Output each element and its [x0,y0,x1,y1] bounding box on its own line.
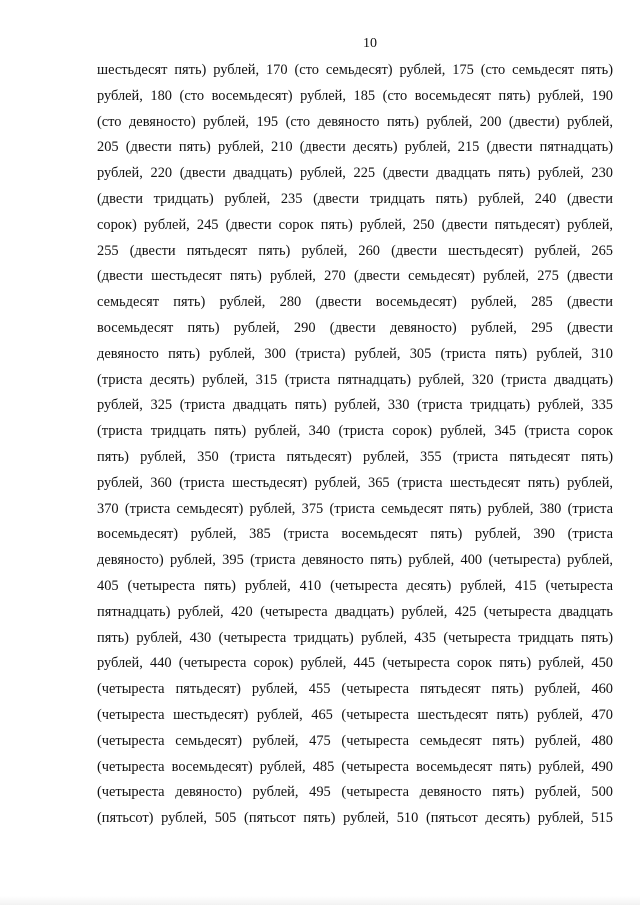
text-line [97,755,613,781]
text-line-content: рублей, 180 (сто восемьдесят) рублей, 185 (сто восемьдесят пять) рублей, 190 [97,87,613,104]
text-line-content: (четыреста шестьдесят) рублей, 465 (четыреста шестьдесят пять) рублей, 470 [97,706,613,723]
text-line-content: 205 (двести пять) рублей, 210 (двести десять) рублей, 215 (двести пятнадцать) [97,139,613,156]
text-line-content: (сто девяносто) рублей, 195 (сто девяносто пять) рублей, 200 (двести) рублей, [97,113,613,130]
text-line [97,419,613,445]
text-line [97,84,613,110]
body-text [97,58,613,832]
text-line [97,316,613,342]
text-line-content: восемьдесят пять) рублей, 290 (двести девяносто) рублей, 295 (двести [97,319,613,336]
text-line-content: рублей, 440 (четыреста сорок) рублей, 445 (четыреста сорок пять) рублей, 450 [97,655,613,672]
text-line [97,264,613,290]
text-line [97,342,613,368]
text-line-content: шестьдесят пять) рублей, 170 (сто семьдесят) рублей, 175 (сто семьдесят пять) [97,62,613,78]
text-line-content: рублей, 220 (двести двадцать) рублей, 225 (двести двадцать пять) рублей, 230 [97,165,613,182]
text-line-content: 255 (двести пятьдесят пять) рублей, 260 (двести шестьдесят) рублей, 265 [97,242,613,259]
text-line [97,213,613,239]
text-line [97,58,613,84]
text-line [97,239,613,265]
text-line-content: семьдесят пять) рублей, 280 (двести восемьдесят) рублей, 285 (двести [97,294,613,311]
text-line [97,626,613,652]
text-line-content: 405 (четыреста пять) рублей, 410 (четыреста десять) рублей, 415 (четыреста [97,577,613,594]
text-line [97,290,613,316]
text-line-content: пятнадцать) рублей, 420 (четыреста двадцать) рублей, 425 (четыреста двадцать [97,603,613,620]
text-line-content: пять) рублей, 430 (четыреста тридцать) рублей, 435 (четыреста тридцать пять) [97,629,613,646]
text-line-content: (двести шестьдесят пять) рублей, 270 (двести семьдесят) рублей, 275 (двести [97,268,613,285]
text-line [97,729,613,755]
text-line [97,161,613,187]
text-line-content: 370 (триста семьдесят) рублей, 375 (триста семьдесят пять) рублей, 380 (триста [97,500,613,517]
text-line [97,522,613,548]
text-line-content: девяносто пять) рублей, 300 (триста) рублей, 305 (триста пять) рублей, 310 [97,345,613,362]
text-line [97,368,613,394]
page-bottom-edge [0,896,640,905]
text-line [97,703,613,729]
text-line-content: (четыреста восемьдесят) рублей, 485 (четыреста восемьдесят пять) рублей, 490 [97,758,613,775]
text-line-content: рублей, 325 (триста двадцать пять) рублей, 330 (триста тридцать) рублей, 335 [97,397,613,414]
text-line [97,497,613,523]
page-number: 10 [363,36,377,51]
text-line-content: пять) рублей, 350 (триста пятьдесят) рублей, 355 (триста пятьдесят пять) [97,448,613,465]
text-line-content: (пятьсот) рублей, 505 (пятьсот пять) рублей, 510 (пятьсот десять) рублей, 515 [97,810,613,827]
text-line-content: (четыреста девяносто) рублей, 495 (четыреста девяносто пять) рублей, 500 [97,784,613,801]
text-line [97,780,613,806]
text-line-content: (триста десять) рублей, 315 (триста пятнадцать) рублей, 320 (триста двадцать) [97,371,613,388]
text-line-content: (двести тридцать) рублей, 235 (двести тридцать пять) рублей, 240 (двести [97,190,613,207]
text-line-content: рублей, 360 (триста шестьдесят) рублей, 365 (триста шестьдесят пять) рублей, [97,474,613,491]
text-line [97,393,613,419]
text-line-content: девяносто) рублей, 395 (триста девяносто пять) рублей, 400 (четыреста) рублей, [97,552,613,569]
text-line [97,548,613,574]
text-line [97,471,613,497]
text-line [97,445,613,471]
text-line [97,110,613,136]
text-line [97,187,613,213]
text-line-content: (четыреста пятьдесят) рублей, 455 (четыреста пятьдесят пять) рублей, 460 [97,681,613,698]
text-line-content: сорок) рублей, 245 (двести сорок пять) рублей, 250 (двести пятьдесят) рублей, [97,216,613,233]
text-line-content: (триста тридцать пять) рублей, 340 (триста сорок) рублей, 345 (триста сорок [97,423,613,440]
text-line [97,651,613,677]
text-line [97,135,613,161]
text-line-content: (четыреста семьдесят) рублей, 475 (четыреста семьдесят пять) рублей, 480 [97,732,613,749]
text-line [97,600,613,626]
text-line [97,574,613,600]
text-line [97,806,613,832]
text-line [97,677,613,703]
text-line-content: восемьдесят) рублей, 385 (триста восемьдесят пять) рублей, 390 (триста [97,526,613,543]
